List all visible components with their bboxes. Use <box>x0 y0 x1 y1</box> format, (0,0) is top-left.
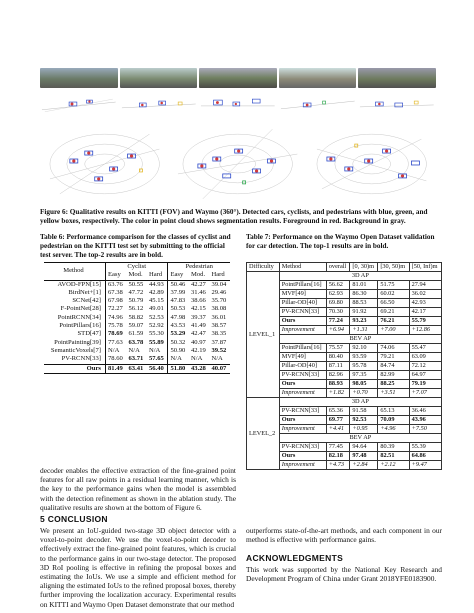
table7-header-cell: [50, Inf)m <box>409 263 441 272</box>
table6-body <box>44 280 230 373</box>
table6-value-cell: 67.38 <box>107 288 123 296</box>
table6-value-cell: 42.27 <box>190 280 206 288</box>
table7-value-cell: 69.21 <box>378 308 409 317</box>
table6-value-cell: 52.92 <box>147 322 168 330</box>
acknowledgments-heading: ACKNOWLEDGMENTS <box>246 553 344 563</box>
table6-method-cell: STD[47] <box>44 330 105 338</box>
table7-value-cell: 60.02 <box>378 290 409 299</box>
table7-value-cell: 92.10 <box>350 344 378 353</box>
table7-value-cell: 94.64 <box>350 443 378 452</box>
table6-value-cell: 42.47 <box>190 330 206 338</box>
table6-value-cell: 56.40 <box>147 364 168 373</box>
table6-value-cell: 72.27 <box>107 305 123 313</box>
table7-value-cell: +7.07 <box>409 389 441 398</box>
table6-value-cell: 78.60 <box>107 355 123 363</box>
table6-value-cell: 55.89 <box>147 339 168 347</box>
table7-metric-label: 3D AP <box>279 398 441 407</box>
table6-caption <box>40 233 234 260</box>
table6-value-cell: N/A <box>190 355 203 363</box>
table7-method-cell: MVF[49] <box>279 353 326 362</box>
conclusion-heading: 5 CONCLUSION <box>40 514 108 524</box>
table7-value-cell: +4.96 <box>378 425 409 434</box>
table7-value-cell: 70.30 <box>326 308 350 317</box>
table7-value-cell: 93.23 <box>350 317 378 326</box>
waymo-scene <box>40 119 169 204</box>
table7-value-cell: +0.70 <box>350 389 378 398</box>
table7-value-cell: 88.53 <box>350 299 378 308</box>
table7-value-cell: 42.93 <box>409 299 441 308</box>
table7-value-cell: 64.97 <box>409 371 441 380</box>
table6-value-cell: 51.80 <box>168 364 189 373</box>
table6-value-cell: 47.83 <box>170 297 186 305</box>
table6-value-cell: 42.89 <box>147 289 168 297</box>
waymo-scene <box>307 119 436 204</box>
table7-value-cell: 36.02 <box>409 290 441 299</box>
table7-value-cell: +4.73 <box>326 461 350 470</box>
table6-value-cell: 39.52 <box>211 346 227 354</box>
table7-value-cell: +1.82 <box>326 389 350 398</box>
table6-value-cell: 63.76 <box>107 280 123 288</box>
table6-value-cell: 38.66 <box>190 297 206 305</box>
camera-image <box>279 68 357 88</box>
table7-value-cell: 69.80 <box>326 299 350 308</box>
table6-value-cell: 63.41 <box>126 364 146 373</box>
table6-value-cell: N/A <box>128 346 140 354</box>
pointcloud-panel <box>40 90 118 117</box>
table6-value-cell: 61.59 <box>128 330 144 338</box>
table6-value-cell: 81.49 <box>105 364 126 373</box>
table7-value-cell: +0.95 <box>350 425 378 434</box>
table6-value-cell: 77.63 <box>107 338 123 346</box>
table6-value-cell: 50.79 <box>128 297 144 305</box>
table6-value-cell: 43.53 <box>170 322 186 330</box>
table6-row <box>44 297 230 305</box>
table7-level2 <box>247 398 442 470</box>
table6-value-cell: 39.04 <box>211 280 227 288</box>
left-paragraph: decoder enables the effective extraction of the fine-grained point features for all raw points in a residual learning manner, which is the key to the performance gains when the model is assembled with the detection refinement as shown in the ablation study. The qualitative results are shown at the bottom of Figure 6. <box>40 466 236 512</box>
table6-value-cell: 63.71 <box>128 355 144 363</box>
table6-value-cell: 67.98 <box>107 297 123 305</box>
table6-value-cell: 75.78 <box>107 322 123 330</box>
table6-value-cell: 59.07 <box>128 322 144 330</box>
table6-method-cell: AVOD-FPN[15] <box>44 280 105 289</box>
table6-value-cell: 31.46 <box>190 288 206 296</box>
table7-method-cell: Ours <box>279 380 326 389</box>
table6-value-cell: 47.72 <box>128 288 144 296</box>
table6-value-cell: 42.15 <box>190 305 206 313</box>
table6-value-cell: 53.29 <box>170 330 186 338</box>
table6-method-cell: BirdNet+[1] <box>44 289 105 297</box>
conclusion-paragraph: We present an IoU-guided two-stage 3D object detector with a voxel-to-point decoder. We use the voxel-to-point decoder to effectively extract the fine-grained point features, which is crucial to the performance gains in our two-stage detector. The proposed 3D RoI pooling is effective in refining the proposal boxes and estimating the IoUs. We use a simple and efficient method for aligning the estimated IoUs to the refined proposal boxes, thereby further improving the localization accuracy. Experimental results on KITTI and Waymo Open Dataset demonstrate that our method <box>40 526 236 609</box>
table7-method-cell: Pillar-OD[40] <box>279 299 326 308</box>
table7-value-cell: +6.94 <box>326 326 350 335</box>
table6-method-cell: PV-RCNN[33] <box>44 355 105 364</box>
table7-method-cell: Ours <box>279 452 326 461</box>
table7-value-cell: 80.39 <box>378 443 409 452</box>
table7-caption-text: Table 7: Performance on the Waymo Open Dataset validation for car detection. The top-1 results are in bold. <box>246 233 435 250</box>
table6-sub-header: Hard <box>211 271 225 279</box>
table6-caption-text: Table 6: Performance comparison for the classes of cyclist and pedestrian on the KITTI test set by submitting to the official test server. The top-2 results are in bold. <box>40 233 231 259</box>
kitti-pointcloud-row <box>40 90 436 117</box>
table6-value-cell: 50.46 <box>170 280 186 288</box>
pointcloud-panel <box>279 90 357 117</box>
right-paragraph: outperforms state-of-the-art methods, and each component in our method is effective with performance gains. <box>246 526 442 545</box>
camera-image <box>358 68 436 88</box>
table6-row <box>44 364 230 373</box>
table7-value-cell: +2.12 <box>378 461 409 470</box>
table7-value-cell: 55.47 <box>409 344 441 353</box>
table6-sub-header: Hard <box>147 271 168 280</box>
table6-value-cell: 42.19 <box>190 346 206 354</box>
table7-method-cell: PV-RCNN[33] <box>279 308 326 317</box>
table6-value-cell: 52.53 <box>147 314 168 322</box>
table7-value-cell: 65.36 <box>326 407 350 416</box>
table7-method-cell: PV-RCNN[33] <box>279 407 326 416</box>
table6-value-cell: 50.53 <box>170 305 186 313</box>
waymo-scene <box>173 119 302 204</box>
table7-method-cell: PointPillars[16] <box>279 281 326 290</box>
table7-value-cell: +7.00 <box>378 326 409 335</box>
table6-sub-header: Mod. <box>128 271 143 279</box>
table6-value-cell: 50.55 <box>128 280 144 288</box>
table6-value-cell: 47.98 <box>170 313 186 321</box>
table6-method-cell: Ours <box>44 364 105 373</box>
table7-value-cell: 86.30 <box>350 290 378 299</box>
table7-value-cell: 92.53 <box>350 416 378 425</box>
table7-value-cell: 82.51 <box>378 452 409 461</box>
table6-row <box>44 355 230 364</box>
table6-value-cell: 78.69 <box>107 330 123 338</box>
table6-value-cell: 38.57 <box>211 322 227 330</box>
table7-header-cell: Method <box>279 263 326 272</box>
table7-value-cell: 69.77 <box>326 416 350 425</box>
table6-value-cell: N/A <box>170 355 182 363</box>
table6-value-cell: 58.82 <box>128 313 144 321</box>
table7-value-cell: 87.11 <box>326 362 350 371</box>
table7-value-cell: +4.41 <box>326 425 350 434</box>
table6-value-cell: 35.70 <box>211 297 227 305</box>
table7-value-cell: +1.31 <box>350 326 378 335</box>
table6-sub-header: Easy <box>170 271 184 279</box>
table7-value-cell: 65.13 <box>378 407 409 416</box>
table6-value-cell: 38.08 <box>211 305 227 313</box>
table7-method-cell: Improvement <box>279 326 326 335</box>
table7-value-cell: 77.45 <box>326 443 350 452</box>
table6-row <box>44 314 230 322</box>
table6-value-cell: 50.32 <box>170 338 186 346</box>
table7-value-cell: 62.93 <box>326 290 350 299</box>
table7-value-cell: 27.94 <box>409 281 441 290</box>
table6-value-cell: N/A <box>147 347 168 355</box>
table7-value-cell: 75.57 <box>326 344 350 353</box>
table7-subheader-row <box>247 272 442 281</box>
table6-method-cell: SemanticVoxels[7] <box>44 347 105 355</box>
table7-metric-label: BEV AP <box>279 335 441 344</box>
table7-value-cell: 56.62 <box>326 281 350 290</box>
waymo-pointcloud-row <box>40 119 436 204</box>
table7-metric-label: 3D AP <box>279 272 441 281</box>
acknowledgments-paragraph: This work was supported by the National Key Research and Development Program of China under Grant 2018YFE0183900. <box>246 565 442 584</box>
table7-value-cell: +7.50 <box>409 425 441 434</box>
table6-value-cell: 44.93 <box>147 280 168 289</box>
table6-value-cell: 74.96 <box>107 313 123 321</box>
table7-value-cell: 63.09 <box>409 353 441 362</box>
table6-value-cell: 39.37 <box>190 313 206 321</box>
table6-value-cell: 56.12 <box>128 305 144 313</box>
table6-value-cell: 63.78 <box>128 338 144 346</box>
table6-sub-header: Mod. <box>190 271 206 279</box>
table6-value-cell: 45.15 <box>147 297 168 305</box>
table6-value-cell: 37.87 <box>211 338 227 346</box>
table6 <box>44 262 230 374</box>
table6-value-cell: 55.30 <box>147 330 168 338</box>
table6-value-cell: 40.97 <box>190 338 206 346</box>
table7-value-cell: 88.93 <box>326 380 350 389</box>
table6-group-cyclist: Cyclist <box>105 263 168 272</box>
camera-image <box>120 68 198 88</box>
table6-row <box>44 280 230 289</box>
table7-value-cell: 43.96 <box>409 416 441 425</box>
table7-header-cell: Difficulty <box>247 263 280 272</box>
table6-method-cell: SCNet[42] <box>44 297 105 305</box>
table7-value-cell: 55.79 <box>409 317 441 326</box>
table7-value-cell: 93.59 <box>350 353 378 362</box>
table7-header-cell: overall <box>326 263 350 272</box>
table7-level-cell: LEVEL_2 <box>247 398 280 470</box>
camera-image <box>40 68 118 88</box>
table6-value-cell: 43.28 <box>189 364 209 373</box>
table6-value-cell: 36.01 <box>211 313 227 321</box>
table7-value-cell: 91.58 <box>350 407 378 416</box>
table7-value-cell: 64.86 <box>409 452 441 461</box>
table7-method-cell: Improvement <box>279 425 326 434</box>
table6-value-cell: 29.46 <box>211 288 227 296</box>
table7-value-cell: +3.51 <box>378 389 409 398</box>
table6-row <box>44 289 230 297</box>
table7-value-cell: 36.46 <box>409 407 441 416</box>
table7-value-cell: 77.24 <box>326 317 350 326</box>
camera-image <box>199 68 277 88</box>
table7 <box>246 262 442 470</box>
table6-row <box>44 330 230 338</box>
table7-method-cell: PV-RCNN[33] <box>279 371 326 380</box>
table7-level1 <box>247 272 442 398</box>
table6-row <box>44 305 230 313</box>
table6-value-cell: 38.35 <box>211 330 227 338</box>
table7-value-cell: 97.35 <box>350 371 378 380</box>
table7-value-cell: 82.96 <box>326 371 350 380</box>
table7-value-cell: +12.86 <box>409 326 441 335</box>
table7-method-cell: MVF[49] <box>279 290 326 299</box>
table6-value-cell: N/A <box>107 346 120 354</box>
table7-value-cell: 84.74 <box>378 362 409 371</box>
table6-value-cell: 41.49 <box>190 322 206 330</box>
table7-value-cell: 79.21 <box>378 353 409 362</box>
table6-method-cell: PointRCNN[34] <box>44 314 105 322</box>
table7-value-cell: 66.50 <box>378 299 409 308</box>
table7-value-cell: 55.39 <box>409 443 441 452</box>
table7-value-cell: 79.19 <box>409 380 441 389</box>
table6-value-cell: 37.99 <box>170 288 186 296</box>
table7-metric-label: BEV AP <box>279 434 441 443</box>
table7-value-cell: +2.84 <box>350 461 378 470</box>
table7-method-cell: Pillar-OD[40] <box>279 362 326 371</box>
pointcloud-panel <box>120 90 198 117</box>
table7-value-cell: 76.21 <box>378 317 409 326</box>
table7-value-cell: 98.05 <box>350 380 378 389</box>
table7-header-cell: [0, 30)m <box>350 263 378 272</box>
camera-images-row <box>40 68 436 88</box>
table6-value-cell: 49.01 <box>147 305 168 313</box>
table7-value-cell: 74.06 <box>378 344 409 353</box>
table6-value-cell: 50.90 <box>170 346 186 354</box>
table7-method-cell: Ours <box>279 317 326 326</box>
table6-method-header: Method <box>44 263 105 281</box>
table6-row <box>44 347 230 355</box>
table7-method-cell: Ours <box>279 416 326 425</box>
pointcloud-panel <box>199 90 277 117</box>
table6-row <box>44 339 230 347</box>
figure-6 <box>40 68 436 203</box>
pointcloud-panel <box>358 90 436 117</box>
table7-caption <box>246 233 442 251</box>
table6-row <box>44 322 230 330</box>
table7-value-cell: 51.75 <box>378 281 409 290</box>
table6-method-cell: F-PointNet[28] <box>44 305 105 313</box>
figure-caption <box>40 208 436 226</box>
table7-value-cell: 82.99 <box>378 371 409 380</box>
table7-value-cell: 81.01 <box>350 281 378 290</box>
table7-value-cell: 80.40 <box>326 353 350 362</box>
table6-value-cell: N/A <box>211 355 223 363</box>
table7-subheader-row <box>247 398 442 407</box>
table6-method-cell: PointPillars[16] <box>44 322 105 330</box>
table6-sub-header: Easy <box>107 271 121 279</box>
table7-value-cell: 88.25 <box>378 380 409 389</box>
table6-value-cell: 57.65 <box>147 355 168 364</box>
table7-value-cell: 70.09 <box>378 416 409 425</box>
table6-value-cell: 40.07 <box>209 364 230 373</box>
table6-method-cell: PointPainting[39] <box>44 339 105 347</box>
table7-header-cell: [30, 50)m <box>378 263 409 272</box>
table7-value-cell: +9.47 <box>409 461 441 470</box>
table7-value-cell: 91.92 <box>350 308 378 317</box>
table7-method-cell: PointPillars[16] <box>279 344 326 353</box>
table7-method-cell: Improvement <box>279 461 326 470</box>
table7-value-cell: 82.18 <box>326 452 350 461</box>
table7-value-cell: 72.12 <box>409 362 441 371</box>
table6-group-pedestrian: Pedestrian <box>168 263 230 272</box>
figure-caption-text: Figure 6: Qualitative results on KITTI (FOV) and Waymo (360°). Detected cars, cyclists, and pedestrians with blue, green, and yellow boxes, respectively. The color in point cloud shows segmentation results. Foreground in red. Background in gray. <box>40 208 428 225</box>
table7-method-cell: PV-RCNN[33] <box>279 443 326 452</box>
table7-level-cell: LEVEL_1 <box>247 272 280 398</box>
table7-method-cell: Improvement <box>279 389 326 398</box>
table7-value-cell: 42.17 <box>409 308 441 317</box>
table7-value-cell: 97.48 <box>350 452 378 461</box>
table7-value-cell: 95.78 <box>350 362 378 371</box>
